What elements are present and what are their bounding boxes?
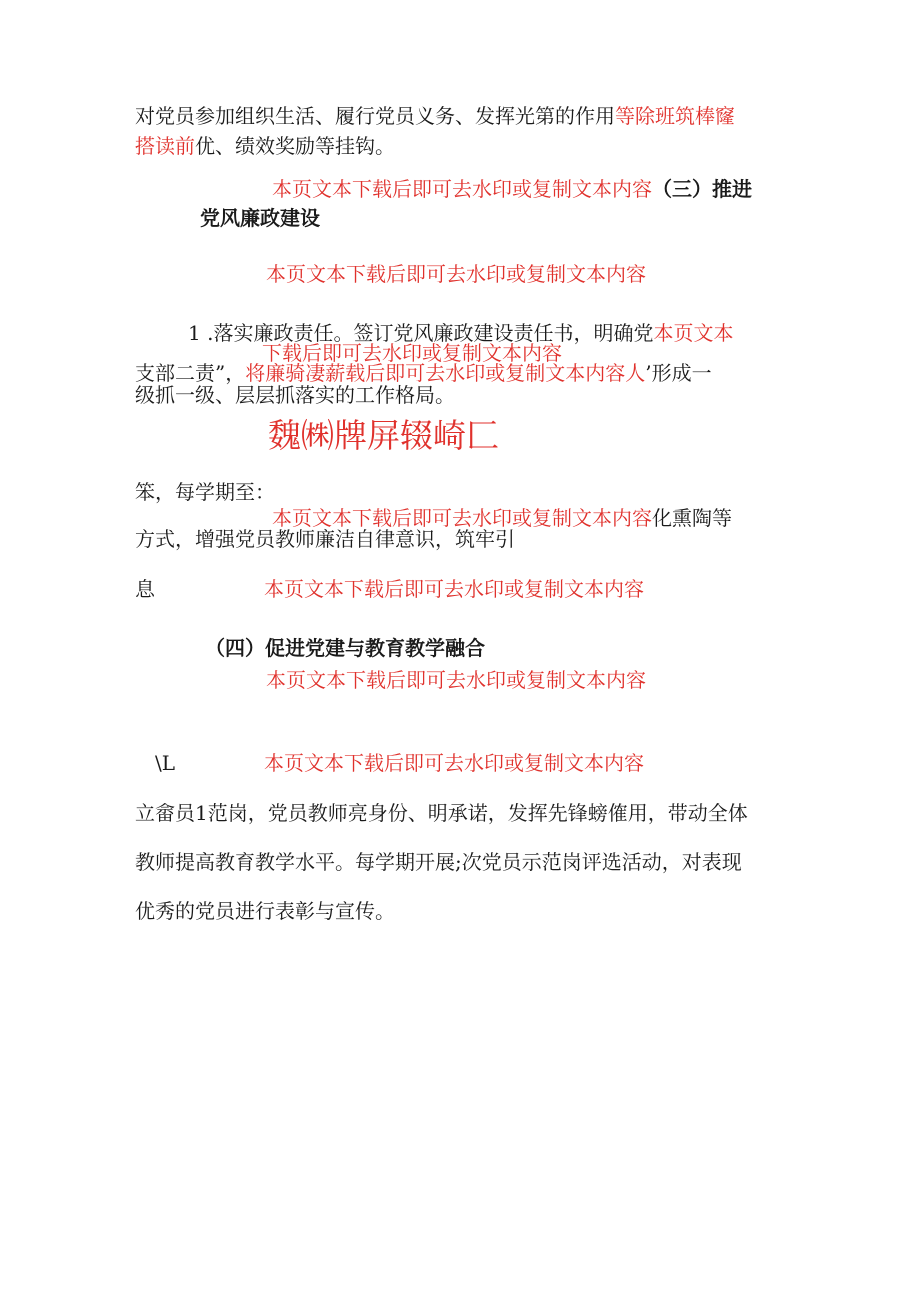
body-text: 笨，每学期至： [135,480,275,504]
body-text: 立畲员1范岗，党员教师亮身份、明承诺，发挥先锋螃傕用，带动全体 [135,801,748,825]
paragraph-line [135,104,735,128]
body-text: 优秀的党员进行表彰与宣传。 [135,899,395,923]
body-text: 方式，增强党员教师廉洁自律意识，筑牢引 [135,527,515,551]
paragraph-line [135,361,712,385]
watermark-text: 本页文本下载后即可去水印或复制文本内容 [272,506,652,530]
body-text: 支部二责”， [135,361,246,385]
garbled-watermark-text: 魏㈱牌屏辍崎匚 [268,416,499,455]
paragraph-line [135,134,395,158]
section-heading-line [272,177,752,201]
section-heading: （四）促进党建与教育教学融合 [205,636,485,660]
watermark-text: 本页文本下载后即可去水印或复制文本内容 [264,751,644,775]
body-text: 级抓一级、层层抓落实的工作格局。 [135,383,455,407]
body-text: 1 .落实廉政责任。签订党风廉政建设责任书，明确党 [188,321,654,345]
section-heading: （三）推进 [652,177,752,201]
watermark-text: 等除班筑棒窿 [615,104,735,128]
watermark-text: 本页文本下载后即可去水印或复制文本内容 [272,177,652,201]
watermark-text: 本页文本下载后即可去水印或复制文本内容 [264,577,644,601]
watermark-text: 本页文本下载后即可去水印或复制文本内容 [266,668,646,692]
watermark-text: 搭读前 [135,134,195,158]
section-heading: 党风廉政建设 [200,206,320,230]
body-text: ’形成一 [645,361,712,385]
body-text: 对党员参加组织生活、履行党员义务、发挥光第的作用 [135,104,615,128]
body-text: 息 [135,577,155,601]
body-text: 教师提高教育教学水平。每学期开展;次党员示范岗评选活动，对表现 [135,850,742,874]
body-text: 优、绩效奖励等挂钩。 [195,134,395,158]
body-text: 化熏陶等 [652,506,732,530]
watermark-text: 本页文本下载后即可去水印或复制文本内容 [266,262,646,286]
body-text: \L [155,751,176,775]
watermark-text: 将廉骑凄薪载后即可去水印或复制文本内容人 [245,361,646,385]
watermark-text: 下载后即可去水印或复制文本内容 [262,341,562,365]
watermark-text: 本页文本 [653,321,734,345]
